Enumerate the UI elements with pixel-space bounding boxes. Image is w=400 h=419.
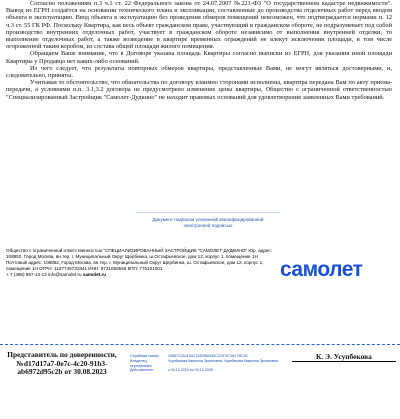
- paragraph-cadastre: Согласно положениям п.3 ч.1 ст. 22 Федерального закона от 24.07.2007 №221-ФЗ "О государственном кадастре недвижимости". Вывод из ЕГРН создаётся на основании технического плана и экспликации, составленные до производства отделочных работ перед вводом объекта в эксплуатацию. Ввод объекта в эксплуатацию без проведения обмеров помещений невозможен, что подтверждается нормами п. 12 ч.3 ст. 55 ГК РФ. Поскольку Квартира, как весь объект гражданском праве, участвующий в гражданском обороте, не подразумевает под собой производство внутренних отделочных работ, участвует в гражданском обороте независимо от выполнения внутренней отделки, то выполнение отделочных работ, а также возведение в квартире временных ограждений не влекут исключения площади, в том числе огороженной таким коробом, из состава общей площади жилого помещения.: [6, 0, 392, 51]
- signer-name: К. Э. Усупбекова: [316, 352, 372, 361]
- cert-value: 19887C0A115AC1150988155C378767484 09C53: [168, 354, 248, 358]
- cert-row-owner: [130, 359, 280, 369]
- representative-title: Представитель по доверенности, №d17d17a7-0e7c-4c20-91b3-ab6972d95c2b от 30.08.2023: [7, 350, 117, 377]
- cert-value: с 03.10.2024 по 03.10.2025: [168, 368, 213, 373]
- footer-divider: [0, 344, 400, 345]
- signature-note: Документ подписан усиленной квалифицированной электронной подписью: [152, 217, 264, 228]
- paragraph-contract-area: Обращаем Ваше внимание, что в Договоре указана площадь Квартиры согласно выписки из ЕГРН, для указания иной площади Квартиры у Продавца нет каких-либо оснований.: [6, 50, 392, 65]
- cert-label: Владелец сертификата: [130, 358, 152, 368]
- signature-line: [292, 361, 396, 362]
- contacts-text: + 7 (495) 967-13-13 info@samolet.ru: [6, 271, 82, 277]
- cert-row-validity: [130, 368, 280, 373]
- website-link[interactable]: samolet.ru: [82, 271, 107, 277]
- paragraph-conclusion: Из чего следует, что результаты повторных обмеров квартиры, представленные Вами, не могут являться достоверными, и, следовательно, приняты.: [6, 64, 392, 80]
- letter-body: [6, 0, 392, 101]
- company-contacts: [6, 272, 272, 278]
- paragraph-refusal: Учитывая то обстоятельство, что обязательства по договору взаимно сторонами исполнены, квартира передана Вам по акту приема-передачи, а условиями п.п. 3.1,3.2 договора не предусмотрено изменение цены квартиры, Общество с ограниченной ответственностью "Специализированный Застройщик "Самолет-Дудкино" не находит правовых оснований для удовлетворения заявленных Вами требований.: [6, 79, 392, 101]
- cert-value: Усупбекова Камилла Эркиновна, Усупбекова Камилла Эркиновна: [168, 358, 278, 363]
- cert-label: Действителен: [130, 368, 154, 373]
- samolet-logo: самолет: [280, 258, 363, 281]
- cert-label: Серийный номер: [130, 354, 159, 358]
- company-requisites: [6, 248, 272, 278]
- company-address: Общество с ограниченной ответственностью "СПЕЦИАЛИЗИРОВАННЫЙ ЗАСТРОЙЩИК "САМОЛЕТ-ДУДКИНО" Юр. адрес: 108852, Город Москва, вн.тер. г. Муниципальный Округ Щербинка, ш.Остафьевское, дом 12, корпус 1, помещение 1Н Почтовый адрес: 108852, Город Москва, вн.тер. г. Муниципальный Округ Щербинка, ш. Остафьевское, дом 12, корпус 1, помещение 1Н ОГРН: 1197746731841 ИНН: 9731058556 КПП: 775101001: [6, 248, 273, 271]
- certificate-info: [130, 354, 280, 373]
